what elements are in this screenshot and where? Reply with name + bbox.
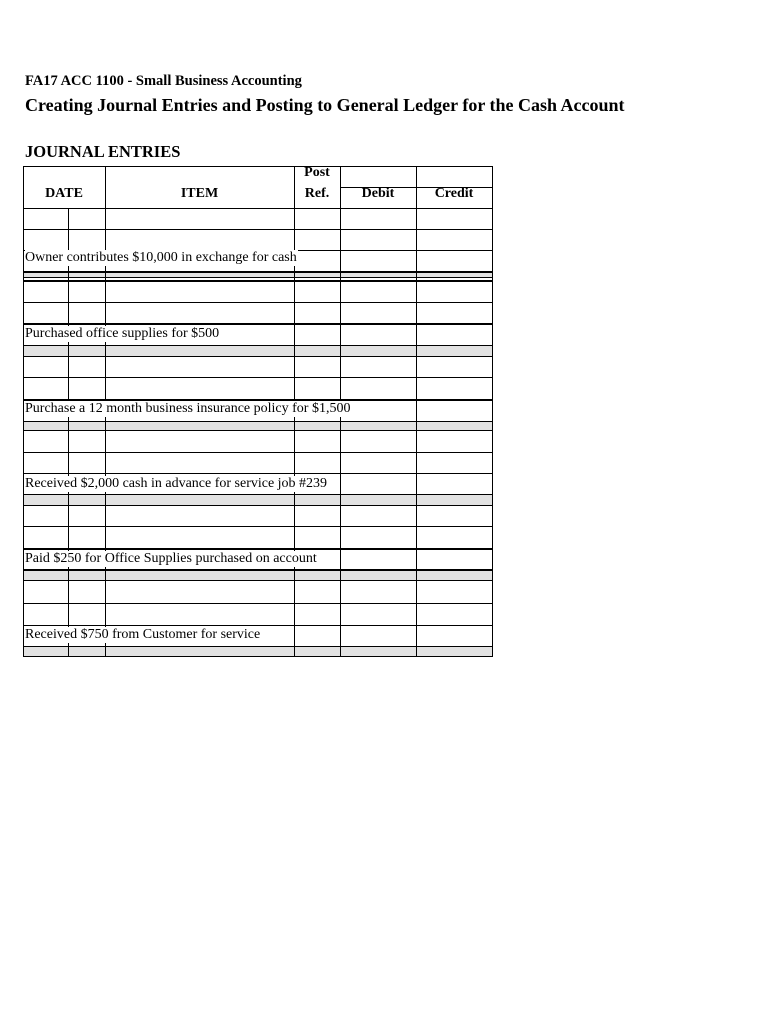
- grid-line: [23, 377, 493, 378]
- column-header-debit: Debit: [361, 186, 395, 201]
- grid-line: [23, 208, 493, 209]
- grid-line: [23, 356, 493, 357]
- section-title: JOURNAL ENTRIES: [25, 142, 181, 161]
- transaction-description: Purchase a 12 month business insurance policy for $1,500: [25, 401, 351, 416]
- transaction-description: Purchased office supplies for $500: [25, 326, 220, 341]
- grid-line: [23, 302, 493, 303]
- column-header-credit: Credit: [434, 186, 474, 201]
- grid-line: [23, 603, 493, 604]
- grid-line: [23, 505, 493, 506]
- page-title: Creating Journal Entries and Posting to General Ledger for the Cash Account: [25, 95, 625, 115]
- column-header-date: DATE: [45, 186, 83, 201]
- grid-line: [23, 166, 493, 167]
- grid-line: [23, 280, 493, 282]
- grid-line: [23, 229, 493, 230]
- grid-line: [492, 166, 493, 657]
- grid-line: [416, 166, 417, 657]
- course-title: FA17 ACC 1100 - Small Business Accounting: [25, 73, 302, 89]
- grid-line: [23, 656, 493, 657]
- column-header-post: Post: [304, 165, 330, 180]
- grid-line: [23, 271, 493, 273]
- transaction-description: Received $750 from Customer for service: [25, 627, 261, 642]
- row-separator: [23, 570, 493, 580]
- row-separator: [23, 422, 493, 430]
- row-separator: [23, 495, 493, 505]
- grid-line: [23, 580, 493, 581]
- column-header-item: ITEM: [180, 186, 219, 201]
- grid-line: [23, 646, 493, 647]
- grid-line: [23, 323, 493, 325]
- grid-line: [23, 494, 493, 495]
- grid-line: [23, 421, 493, 422]
- grid-line: [23, 166, 24, 657]
- grid-line: [23, 625, 493, 626]
- grid-line: [23, 548, 493, 550]
- grid-line: [23, 430, 493, 431]
- grid-line: [23, 345, 493, 346]
- grid-line: [23, 569, 493, 571]
- grid-line: [23, 526, 493, 527]
- grid-line: [23, 277, 493, 278]
- row-separator: [23, 346, 493, 356]
- transaction-description: Owner contributes $10,000 in exchange for cash: [25, 250, 297, 265]
- transaction-description: Paid $250 for Office Supplies purchased on account: [25, 551, 317, 566]
- transaction-description: Received $2,000 cash in advance for service job #239: [25, 476, 328, 491]
- grid-line: [23, 452, 493, 453]
- grid-line: [23, 473, 493, 474]
- grid-line: [68, 208, 69, 657]
- column-header-ref: Ref.: [304, 186, 330, 201]
- journal-table: [23, 166, 493, 657]
